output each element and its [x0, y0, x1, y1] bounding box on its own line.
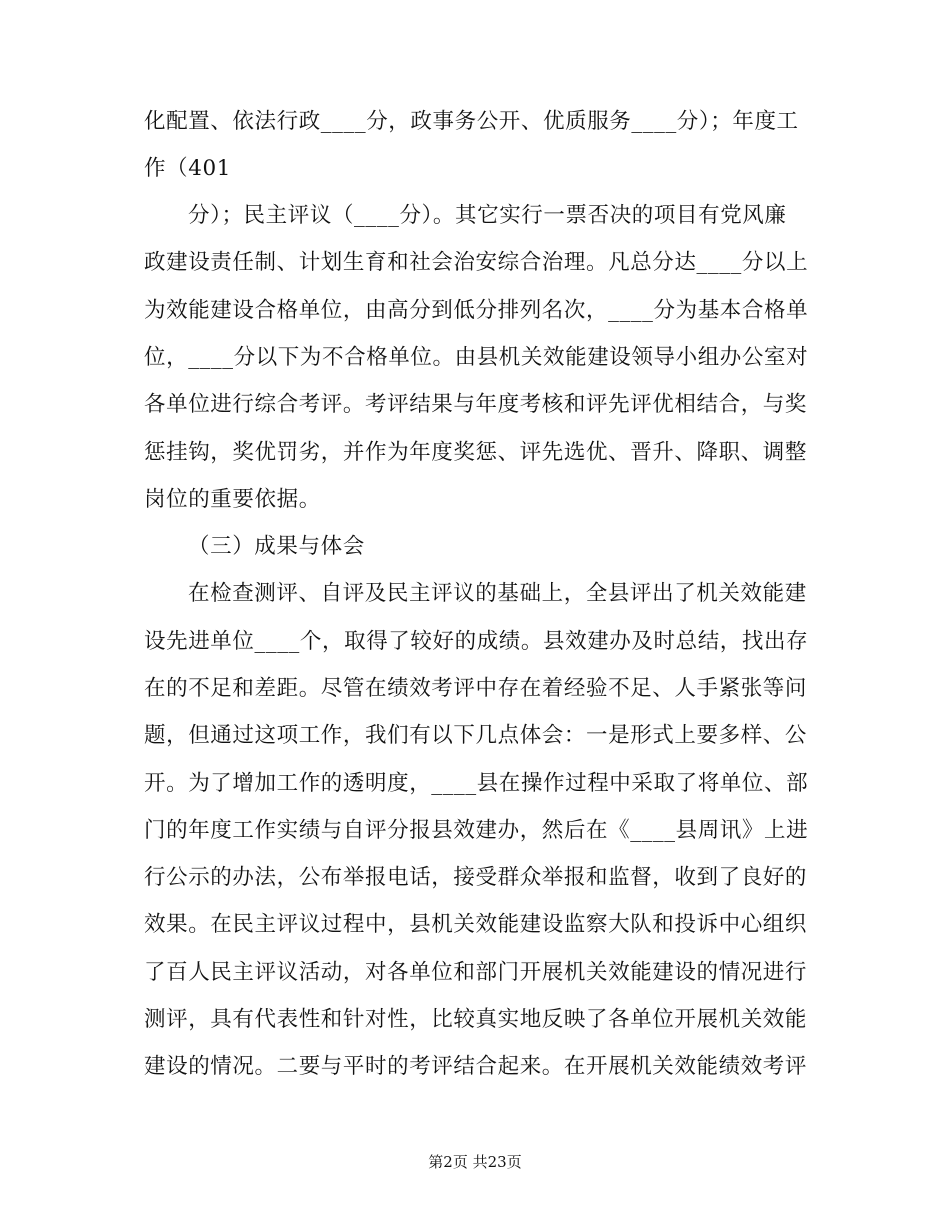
text-line: 建设的情况。二要与平时的考评结合起来。在开展机关效能绩效考评	[144, 1054, 808, 1079]
section-heading: （三）成果与体会	[188, 534, 365, 559]
text-line: 作（401	[144, 156, 232, 181]
text-line: 设先进单位____个，取得了较好的成绩。县效建办及时总结，找出存	[144, 629, 809, 654]
text-line: 惩挂钩，奖优罚劣，并作为年度奖惩、评先选优、晋升、降职、调整	[144, 440, 808, 465]
text-line: 岗位的重要依据。	[144, 487, 321, 512]
page-number: 第2页 共23页	[428, 1153, 522, 1171]
text-line: 为效能建设合格单位，由高分到低分排列名次，____分为基本合格单	[144, 298, 809, 323]
text-line: 开。为了增加工作的透明度，____县在操作过程中采取了将单位、部	[144, 771, 809, 796]
text-line: 测评，具有代表性和针对性，比较真实地反映了各单位开展机关效能	[144, 1007, 808, 1032]
text-line: 分）；民主评议（____分）。其它实行一票否决的项目有党风廉	[188, 203, 787, 228]
text-line: 门的年度工作实绩与自评分报县效建办，然后在《____县周讯》上进	[144, 818, 809, 843]
text-line: 在的不足和差距。尽管在绩效考评中存在着经验不足、人手紧张等问	[144, 676, 808, 701]
text-line: 行公示的办法，公布举报电话，接受群众举报和监督，收到了良好的	[144, 865, 808, 890]
text-line: 各单位进行综合考评。考评结果与年度考核和评先评优相结合，与奖	[144, 392, 808, 417]
text-line: 题，但通过这项工作，我们有以下几点体会：一是形式上要多样、公	[144, 723, 808, 748]
text-line: 政建设责任制、计划生育和社会治安综合治理。凡总分达____分以上	[144, 250, 809, 275]
text-line: 在检查测评、自评及民主评议的基础上，全县评出了机关效能建	[188, 581, 807, 606]
text-line: 位，____分以下为不合格单位。由县机关效能建设领导小组办公室对	[144, 345, 809, 370]
text-line: 了百人民主评议活动，对各单位和部门开展机关效能建设的情况进行	[144, 960, 808, 985]
text-line: 化配置、依法行政____分，政事务公开、优质服务____分）；年度工	[144, 109, 799, 134]
text-line: 效果。在民主评议过程中，县机关效能建设监察大队和投诉中心组织	[144, 912, 808, 937]
